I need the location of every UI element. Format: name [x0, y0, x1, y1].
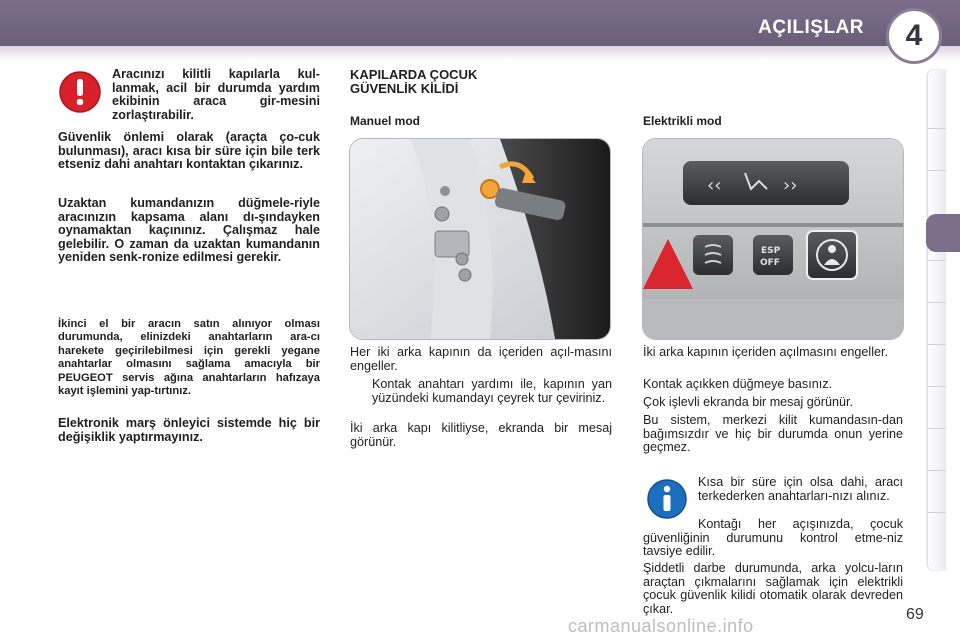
chapter-title: AÇILIŞLAR [758, 17, 864, 38]
warning-text: Aracınızı kilitli kapılarla kul-lanmak, acil bir durumda yardım ekibinin araca gir-mesini zorlaştırabilir. [112, 67, 320, 122]
esp-label-line-2: OFF [760, 258, 780, 268]
left-paragraph-3: İkinci el bir aracın satın alınıyor olması durumunda, elinizdeki anahtarların ara-cı harekete geçirilebilmesi için gerekli yegane anahtarlar olmasını sağlama amacıyla bir PEUGEOT servis ağına anahtarların hafızaya kayıt işlemini yap-tırtınız. [58, 318, 320, 398]
sidebar-divider [928, 302, 946, 303]
chapter-sidebar [928, 70, 946, 570]
manual-paragraph-1: Her iki arka kapının da içeriden açıl-masını engeller. [350, 345, 612, 373]
section-title-line-1: KAPILARDA ÇOCUK [350, 67, 478, 82]
sidebar-tab-active[interactable] [926, 214, 960, 252]
left-paragraph-1: Güvenlik önlemi olarak (araçta ço-cuk bulunması), aracı kısa bir süre için bile terk etseniz dahi anahtarı kontaktan çıkarınız. [58, 130, 320, 172]
electric-paragraph-4: Bu sistem, merkezi kilit kumandasın-dan bağımsızdır ve hiç bir durumda onun yerine geçmez. [643, 413, 903, 455]
header-band-fade [0, 46, 960, 60]
page-number: 69 [906, 606, 924, 623]
sidebar-divider [928, 344, 946, 345]
sidebar-divider [928, 428, 946, 429]
esp-label-line-1: ESP [761, 246, 781, 256]
door-lock-illustration [350, 139, 610, 339]
info-paragraph-3: Şiddetli darbe durumunda, arka yolcu-ların araçtan çıkmalarını sağlamak için elektrikli çocuk güvenlik kilidi otomatik olarak devreden çıkar. [643, 561, 903, 616]
sidebar-divider [928, 128, 946, 129]
sidebar-divider [928, 260, 946, 261]
svg-text:‹‹: ‹‹ [707, 175, 722, 196]
section-title [350, 68, 477, 96]
door-lock-photo [349, 138, 611, 340]
sidebar-divider [928, 386, 946, 387]
sidebar-divider [928, 170, 946, 171]
sidebar-divider [928, 470, 946, 471]
info-paragraph-1: Kısa bir süre için olsa dahi, aracı terkederken anahtarları-nızı alınız. [698, 475, 903, 503]
manual-bullet: Kontak anahtarı yardımı ile, kapının yan yüzündeki kumandayı çeyrek tur çeviriniz. [372, 377, 612, 405]
manual-mode-heading: Manuel mod [350, 114, 421, 128]
exclamation-icon [58, 70, 102, 114]
dashboard-buttons-photo [642, 138, 904, 340]
electric-paragraph-1: İki arka kapının içeriden açılmasını engeller. [643, 345, 889, 359]
info-paragraph-2: Kontağı her açışınızda, çocuk güvenliğinin durumunu kontrol etme-niz tavsiye edilir. [643, 517, 903, 559]
sidebar-divider [928, 512, 946, 513]
section-title-line-2: GÜVENLİK KİLİDİ [350, 81, 459, 96]
electric-paragraph-2: Kontak açıkken düğmeye basınız. [643, 377, 833, 391]
svg-text:››: ›› [783, 175, 798, 196]
electric-mode-heading: Elektrikli mod [643, 114, 722, 128]
left-paragraph-4: Elektronik marş önleyici sistemde hiç bir değişiklik yaptırmayınız. [58, 416, 320, 444]
watermark: carmanualsonline.info [568, 616, 754, 636]
chapter-number: 4 [886, 8, 942, 64]
dashboard-illustration [643, 139, 903, 339]
manual-paragraph-2: İki arka kapı kilitliyse, ekranda bir mesaj görünür. [350, 421, 612, 449]
left-paragraph-2: Uzaktan kumandanızın düğmele-riyle aracınızın kapsama alanı dı-şındayken oynamaktan kaçınınız. Çalışmaz hale gelebilir. O zaman da uzaktan kumandanın yeniden senk-ronize edilmesi gerekir. [58, 196, 320, 265]
electric-paragraph-3: Çok işlevli ekranda bir mesaj görünür. [643, 395, 853, 409]
info-icon [646, 478, 688, 520]
